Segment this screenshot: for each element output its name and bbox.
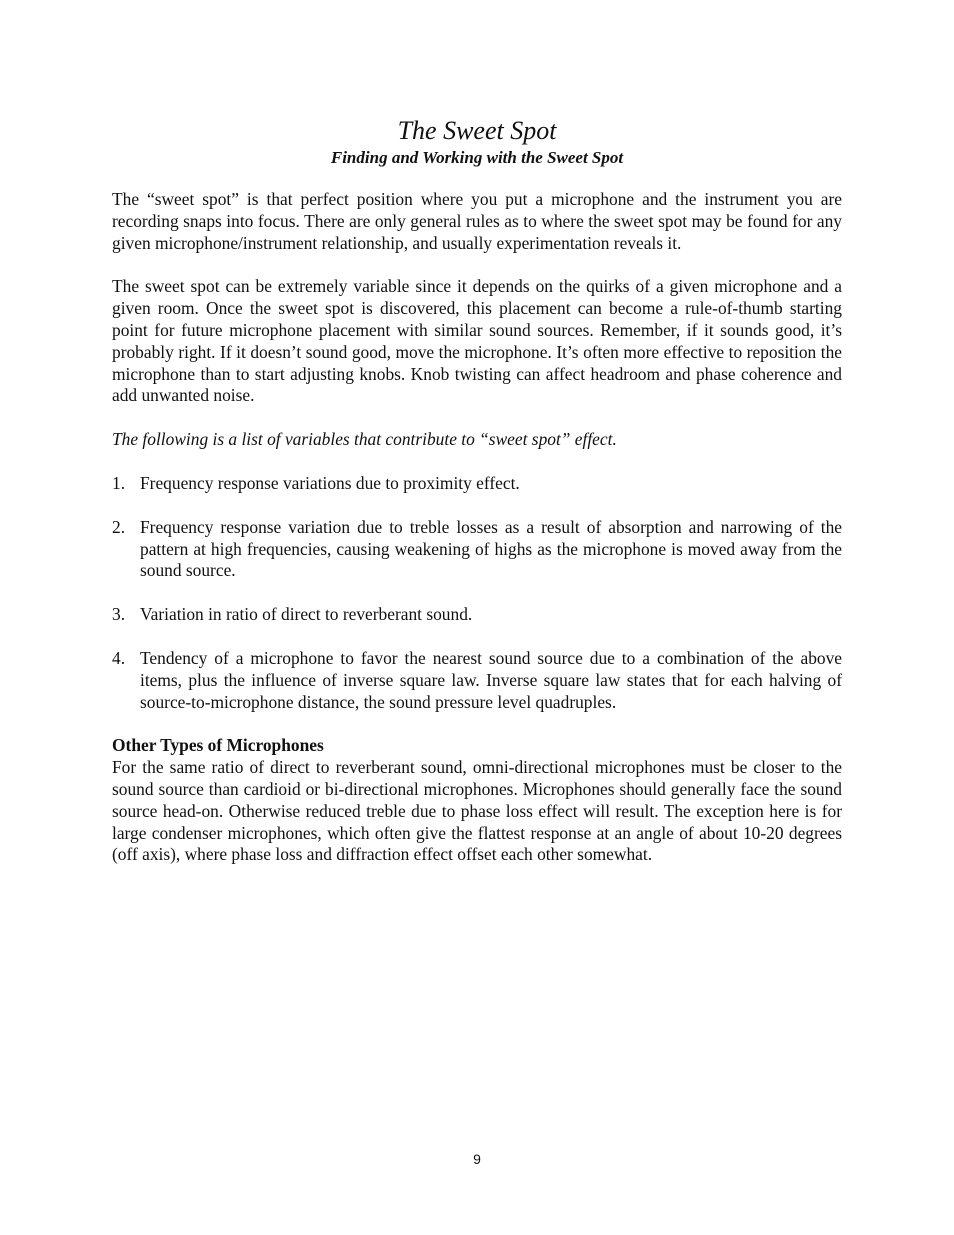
list-intro: The following is a list of variables that contribute to “sweet spot” effect. xyxy=(112,429,617,450)
list-item xyxy=(112,517,842,582)
page-title: The Sweet Spot xyxy=(397,116,557,145)
paragraph-variability: The sweet spot can be extremely variable since it depends on the quirks of a given microphone and a given room. Once the sweet spot is discovered, this placement can become a rule-of-thumb starting point for future microphone placement with similar sound sources. Remember, if it sounds good, it’s probably right. If it doesn’t sound good, move the microphone. It’s often more effective to reposition the microphone than to start adjusting knobs. Knob twisting can affect headroom and phase coherence and add unwanted noise. xyxy=(112,276,842,406)
page-subtitle: Finding and Working with the Sweet Spot xyxy=(330,148,624,167)
section-heading: Other Types of Microphones xyxy=(112,735,324,756)
list-item xyxy=(112,473,842,495)
section-body: For the same ratio of direct to reverberant sound, omni-directional microphones must be closer to the sound source than cardioid or bi-directional microphones. Microphones should generally face the sound source head-on. Otherwise reduced treble due to phase loss effect will result. The exception here is for large condenser microphones, which often give the flattest response at an angle of about 10-20 degrees (off axis), where phase loss and diffraction effect offset each other somewhat. xyxy=(112,757,842,865)
list-item xyxy=(112,604,842,626)
list-item-text: Frequency response variations due to proximity effect. xyxy=(140,472,520,493)
list-item-number: 2. xyxy=(112,516,126,537)
list-item-text: Frequency response variation due to treble losses as a result of absorption and narrowing of the pattern at high frequencies, causing weakening of highs as the microphone is moved away from the sound source. xyxy=(140,516,842,581)
variables-list xyxy=(112,473,842,713)
paragraph-intro: The “sweet spot” is that perfect position where you put a microphone and the instrument you are recording snaps into focus. There are only general rules as to where the sweet spot may be found for any given microphone/instrument relationship, and usually experimentation reveals it. xyxy=(112,189,842,253)
list-item-number: 4. xyxy=(112,647,126,668)
list-item-text: Tendency of a microphone to favor the nearest sound source due to a combination of the above items, plus the influence of inverse square law. Inverse square law states that for each halving of source-to-microphone distance, the sound pressure level quadruples. xyxy=(140,647,842,712)
page-number: 9 xyxy=(473,1151,481,1167)
list-item-number: 1. xyxy=(112,472,126,493)
list-item-text: Variation in ratio of direct to reverberant sound. xyxy=(140,604,473,625)
document-page xyxy=(112,115,842,888)
list-item-number: 3. xyxy=(112,604,126,625)
list-item xyxy=(112,648,842,713)
